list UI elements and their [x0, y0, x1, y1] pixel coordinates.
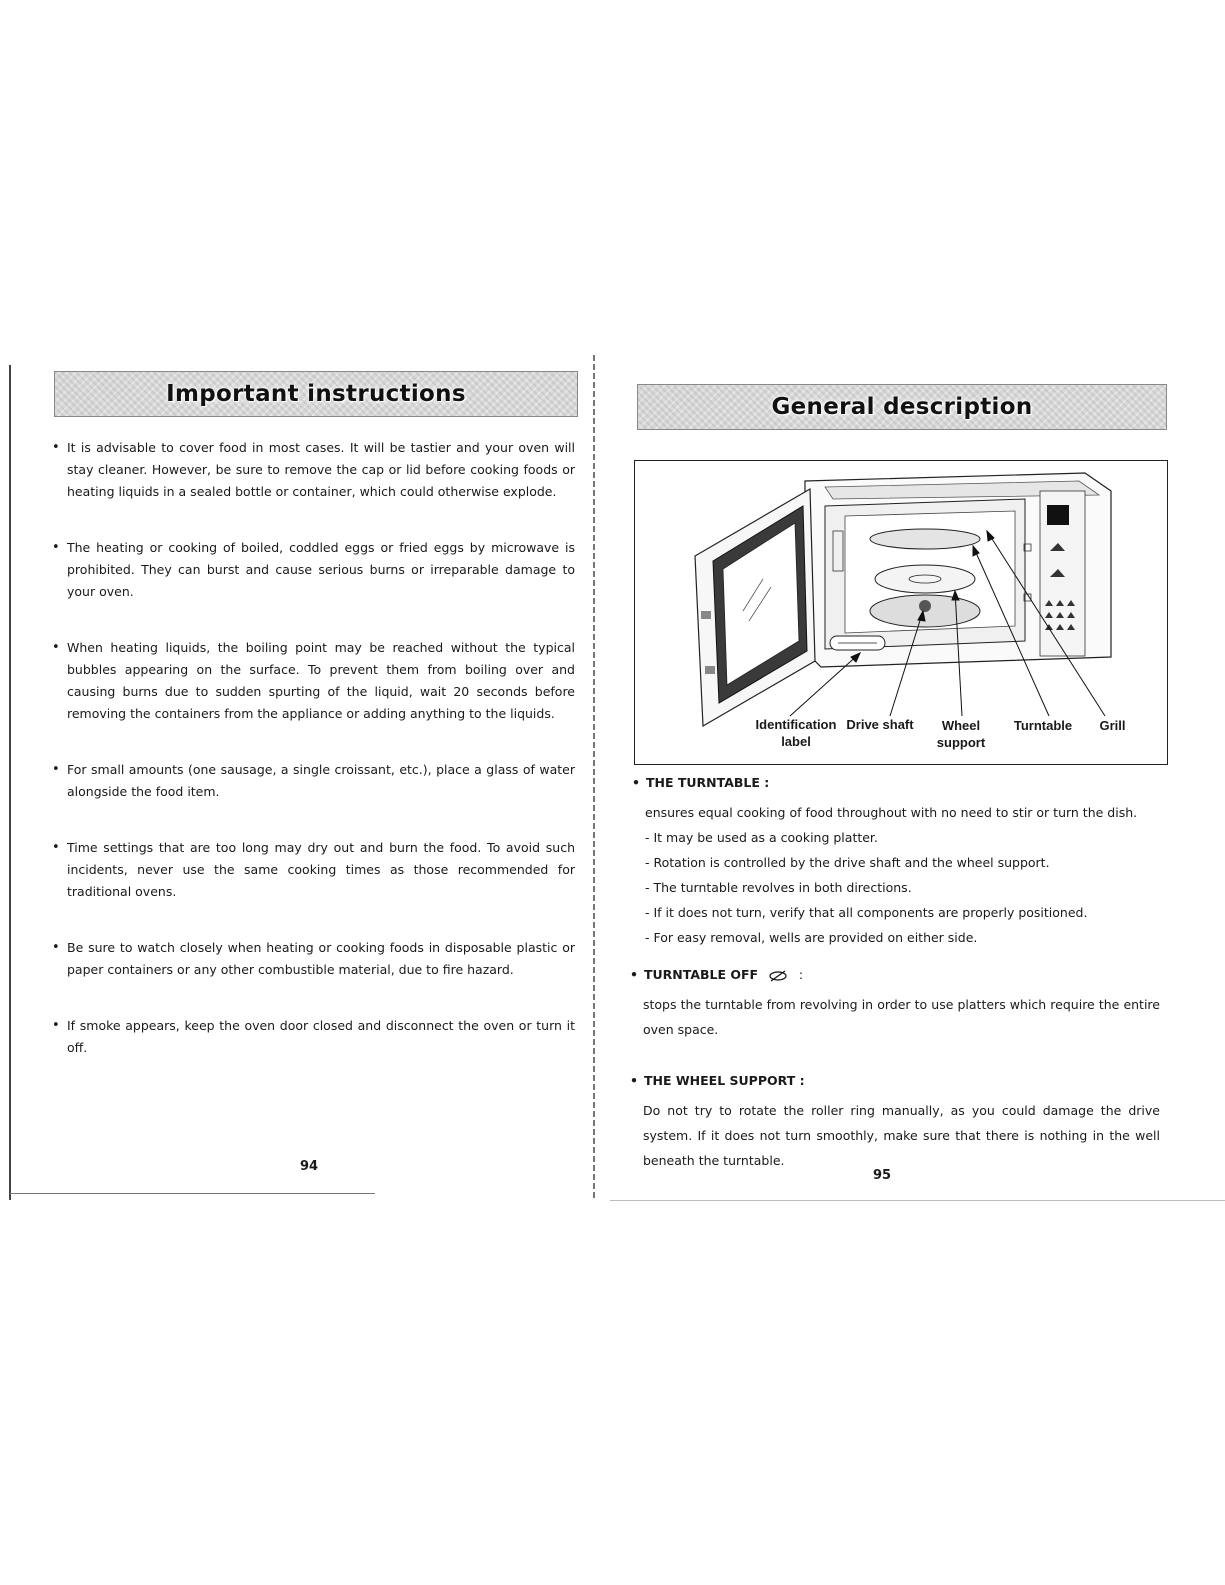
- callout-turntable: Turntable: [1013, 718, 1073, 733]
- wheel-support-heading: • THE WHEEL SUPPORT :: [630, 1073, 805, 1088]
- turntable-off-body: stops the turntable from revolving in order to use platters which require the entire oven space.: [643, 997, 1160, 1037]
- margin-line: [9, 365, 11, 1200]
- instructions-list: [50, 437, 575, 1093]
- left-page-title-bar: [54, 371, 578, 417]
- page-number-left: 94: [300, 1159, 319, 1174]
- instruction-item: • Be sure to watch closely when heating or cooking foods in disposable plastic or paper containers or any other combustible material, due to fire hazard.: [50, 937, 575, 981]
- callout-drive-shaft: Drive shaft: [846, 717, 914, 732]
- instruction-item: • It is advisable to cover food in most cases. It will be tastier and your oven will stay cleaner. However, be sure to remove the cap or lid before cooking foods or heating liquids in a sealed bottle or container, which could otherwise explode.: [50, 437, 575, 503]
- turntable-notes: [632, 825, 1162, 950]
- wheel-support-section: [630, 1073, 1160, 1173]
- instruction-item: • If smoke appears, keep the oven door closed and disconnect the oven or turn it off.: [50, 1015, 575, 1059]
- microwave-diagram: [634, 460, 1168, 765]
- turntable-section: [632, 775, 1162, 950]
- right-page-title: General description: [771, 394, 1033, 420]
- turntable-note: - For easy removal, wells are provided on either side.: [645, 930, 978, 945]
- right-page-title-bar: [637, 384, 1167, 430]
- turntable-intro: ensures equal cooking of food throughout with no need to stir or turn the dish.: [645, 805, 1138, 820]
- turntable-off-section: [630, 967, 1160, 1042]
- turntable-heading: • THE TURNTABLE :: [632, 775, 770, 790]
- turntable-note: - If it does not turn, verify that all components are properly positioned.: [645, 905, 1088, 920]
- turntable-off-icon: [768, 970, 788, 982]
- left-page-title: Important instructions: [166, 381, 466, 407]
- callout-identification-label: Identification label: [755, 717, 837, 749]
- turntable-note: - Rotation is controlled by the drive shaft and the wheel support.: [645, 855, 1050, 870]
- instruction-item: • The heating or cooking of boiled, coddled eggs or fried eggs by microwave is prohibited. They can burst and cause serious burns or irreparable damage to your oven.: [50, 537, 575, 603]
- instruction-item: • For small amounts (one sausage, a single croissant, etc.), place a glass of water alongside the food item.: [50, 759, 575, 803]
- callout-grill: Grill: [1099, 718, 1126, 733]
- turntable-note: - The turntable revolves in both directions.: [645, 880, 912, 895]
- right-page: [610, 355, 1225, 1215]
- wheel-support-body: Do not try to rotate the roller ring manually, as you could damage the drive system. If it does not turn smoothly, make sure that there is nothing in the well beneath the turntable.: [643, 1103, 1160, 1168]
- page-fold-line: [593, 355, 595, 1200]
- callout-wheel-support: Wheel support: [936, 718, 986, 750]
- instruction-item: • Time settings that are too long may dry out and burn the food. To avoid such incidents, never use the same cooking times as those recommended for traditional ovens.: [50, 837, 575, 903]
- turntable-off-heading: • TURNTABLE OFF :: [630, 967, 804, 982]
- bottom-rule: [610, 1200, 1225, 1201]
- turntable-note: - It may be used as a cooking platter.: [645, 830, 878, 845]
- bottom-rule: [10, 1193, 375, 1194]
- instruction-item: • When heating liquids, the boiling point may be reached without the typical bubbles appearing on the surface. To prevent them from boiling over and causing burns due to sudden spurting of the liquid, wait 20 seconds before removing the containers from the appliance or adding anything to the liquids.: [50, 637, 575, 725]
- left-page: [0, 355, 610, 1215]
- page-number-right: 95: [873, 1168, 892, 1183]
